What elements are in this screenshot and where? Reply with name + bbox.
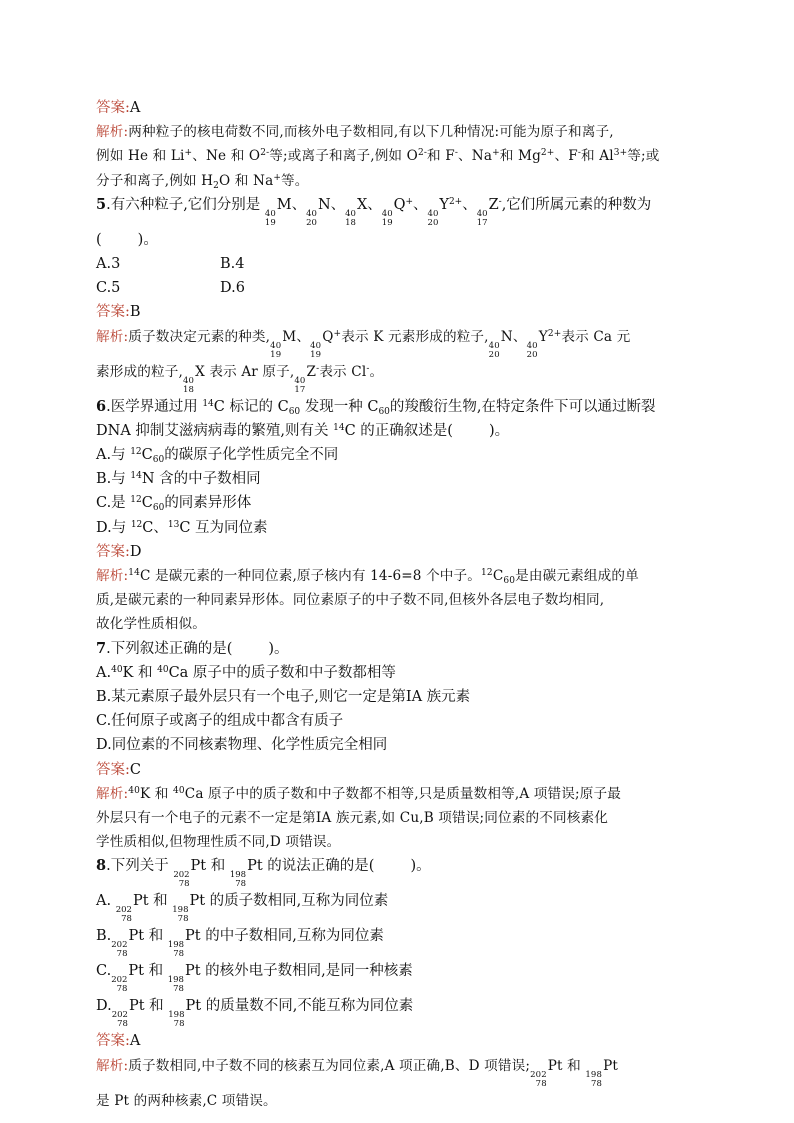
nuclide-notation: [112, 1011, 128, 1029]
answer-label: 答案: [96, 100, 125, 116]
explanation-text: 两种粒子的核电荷数不同,而核外电子数相同,有以下几种情况:可能为原子和离子,: [128, 124, 614, 141]
text-span: D.: [96, 998, 112, 1015]
text-span: N 含的中子数相同: [141, 471, 261, 488]
mass-number: 40: [427, 208, 439, 219]
answer-line-4: [96, 96, 700, 120]
atomic-number: 17: [294, 384, 306, 395]
mass-number: 202: [115, 905, 132, 916]
text-span: 表示 Ca 元: [561, 328, 631, 345]
text-span: ,它们所属元素的种数为: [501, 196, 652, 213]
text-span: C 的正确叙述是(: [344, 422, 453, 439]
subscript: 60: [378, 406, 390, 417]
mass-number: 202: [111, 1010, 128, 1021]
nuclide-notation: [345, 210, 356, 228]
text-span: )。: [268, 640, 289, 657]
mass-number: 40: [345, 208, 356, 219]
text-span: C: [141, 495, 153, 512]
mass-number: 198: [167, 975, 184, 986]
superscript: +: [273, 172, 282, 183]
options-row: [96, 276, 700, 300]
nuclide-symbol: Q: [393, 196, 406, 213]
nuclide-notation: [306, 210, 317, 228]
document-page: [96, 96, 700, 1113]
atomic-number: 19: [381, 217, 393, 228]
option-d: D.6: [220, 280, 245, 297]
question-5-stem: [96, 193, 700, 228]
text-span: 表示 K 元素形成的粒子,: [341, 328, 489, 345]
text-span: 发现一种 C: [300, 398, 379, 415]
text-span: C: [141, 447, 153, 464]
explanation-line: 质,是碳元素的一种同素异形体。同位素原子的中子数不同,但核外各层电子数均相同,: [96, 592, 605, 609]
text-span: 例如 He 和 Li: [96, 148, 185, 165]
nuclide-symbol: M、: [276, 196, 307, 213]
text-span: 等。: [281, 172, 309, 189]
atomic-number: 19: [264, 217, 276, 228]
answer-value: A: [129, 1033, 141, 1050]
atomic-number: 78: [173, 984, 184, 995]
nuclide-notation: [111, 976, 127, 994]
text-span: .下列叙述正确的是(: [106, 640, 233, 657]
explanation-label: 解析: [96, 785, 124, 802]
explanation-label: 解析: [96, 328, 124, 345]
explanation-sep: :: [123, 124, 129, 141]
text-span: 的碳原子化学性质完全不同: [164, 447, 339, 464]
nuclide-notation: [116, 906, 132, 924]
text-span: )。: [410, 858, 431, 875]
mass-number: 40: [476, 208, 488, 219]
text-span: )。: [488, 422, 510, 439]
nuclide-notation: [294, 377, 305, 395]
nuclide-symbol: Pt 和: [128, 928, 168, 945]
answer-line-5: [96, 300, 700, 324]
explanation-label: 解析: [96, 568, 124, 585]
answer-sep: :: [125, 100, 130, 116]
explanation-sep: :: [123, 568, 129, 585]
mass-number: 40: [526, 340, 538, 351]
nuclide-symbol: Y: [538, 328, 548, 345]
explanation-line: 是 Pt 的两种核素,C 项错误。: [96, 1092, 277, 1109]
atomic-number: 78: [117, 1019, 128, 1030]
text-span: 素形成的粒子,: [96, 363, 183, 380]
nuclide-notation: [428, 210, 439, 228]
nuclide-notation: [168, 941, 184, 959]
nuclide-symbol: Pt 和: [128, 963, 168, 980]
atomic-number: 19: [270, 349, 282, 360]
nuclide-symbol: X、: [356, 196, 382, 213]
nuclide-symbol: Pt 的质子数相同,互称为同位素: [189, 893, 389, 910]
subscript: 60: [152, 503, 165, 514]
nuclide-symbol: X 表示 Ar 原子,: [195, 363, 295, 380]
superscript: 13: [167, 519, 180, 530]
mass-number: 198: [167, 940, 185, 951]
answer-sep: :: [125, 543, 130, 560]
mass-number: 202: [111, 975, 128, 986]
options-row: [96, 252, 700, 276]
text-span: Ca 原子中的质子数和中子数都相等: [168, 664, 396, 681]
option-c: C.任何原子或离子的组成中都含有质子: [96, 713, 344, 730]
superscript: 40: [173, 785, 185, 796]
nuclide-notation: [382, 210, 393, 228]
atomic-number: 78: [121, 914, 132, 925]
explanation-line: [96, 120, 700, 144]
mass-number: 40: [306, 208, 317, 219]
atomic-number: 78: [116, 984, 128, 995]
text-span: )。: [137, 231, 158, 248]
explanation-line: [96, 1054, 700, 1089]
nuclide-symbol: Q: [322, 328, 334, 345]
superscript: 2+: [448, 196, 463, 207]
option-c: C.5: [96, 280, 121, 297]
superscript: 2-: [417, 148, 428, 159]
superscript: -: [366, 363, 370, 374]
explanation-sep: :: [123, 785, 129, 802]
text-span: C 互为同位素: [179, 519, 268, 536]
mass-number: 198: [229, 870, 247, 881]
answer-value: A: [129, 100, 141, 116]
text-span: C: [492, 568, 504, 585]
question-6-stem: [96, 419, 700, 443]
subscript: 60: [288, 406, 301, 417]
explanation-line: [96, 325, 700, 360]
nuclide-symbol: Pt 和: [132, 893, 173, 910]
explanation-sep: :: [123, 328, 129, 345]
nuclide-notation: [168, 976, 184, 994]
nuclide-notation: [477, 210, 488, 228]
option-d: [96, 994, 700, 1029]
option-c: [96, 959, 700, 994]
option-d: [96, 516, 700, 540]
superscript: 14: [333, 422, 345, 433]
question-8-stem: [96, 854, 700, 889]
question-6-stem: [96, 395, 700, 419]
text-span: .下列关于: [106, 858, 174, 875]
option-b: B.某元素原子最外层只有一个电子,则它一定是第ⅠA 族元素: [96, 689, 471, 706]
explanation-line: 外层只有一个电子的元素不一定是第ⅠA 族元素,如 Cu,B 项错误;同位素的不同核素化: [96, 810, 608, 827]
superscript: -: [454, 148, 459, 159]
option-a: [96, 443, 700, 467]
nuclide-notation: [585, 1071, 602, 1089]
text-span: 和 Mg: [499, 148, 541, 165]
text-span: Ca 原子中的质子数和中子数都不相等,只是质量数相等,A 项错误;原子最: [184, 785, 621, 802]
mass-number: 40: [264, 208, 276, 219]
mass-number: 198: [585, 1069, 603, 1080]
mass-number: 40: [488, 340, 500, 351]
superscript: +: [492, 148, 500, 159]
question-number: 7: [96, 639, 107, 657]
superscript: 40: [157, 664, 169, 675]
superscript: 12: [130, 447, 142, 458]
superscript: 40: [128, 785, 140, 796]
mass-number: 202: [111, 940, 128, 951]
explanation-sep: :: [123, 1057, 129, 1074]
atomic-number: 19: [310, 349, 322, 360]
text-span: 分子和离子,例如 H: [96, 172, 214, 189]
atomic-number: 78: [178, 879, 190, 890]
explanation-line: [96, 782, 700, 806]
nuclide-symbol: Pt 和: [128, 998, 169, 1015]
text-span: C.是: [96, 495, 131, 512]
superscript: -: [498, 196, 502, 207]
option-b: [96, 467, 700, 491]
text-span: (: [96, 231, 102, 248]
answer-sep: :: [125, 1033, 130, 1050]
explanation-line: [96, 169, 700, 193]
nuclide-symbol: Pt 的质量数不同,不能互称为同位素: [185, 998, 414, 1015]
superscript: 2+: [540, 148, 555, 159]
nuclide-symbol: Pt 的中子数相同,互称为同位素: [185, 928, 384, 945]
superscript: -: [316, 363, 320, 374]
text-span: D.与: [96, 519, 131, 536]
question-5-blank: [96, 228, 700, 252]
question-7-stem: [96, 637, 700, 661]
text-span: C 是碳元素的一种同位素,原子核内有 14-6=8 个中子。: [140, 568, 482, 585]
text-span: .医学界通过用: [106, 398, 203, 415]
subscript: 2: [213, 180, 220, 191]
text-span: 和 Al: [581, 148, 614, 165]
atomic-number: 78: [116, 949, 128, 960]
question-number: 5: [96, 195, 107, 213]
superscript: 12: [130, 519, 143, 530]
explanation-line: 故化学性质相似。: [96, 616, 206, 633]
answer-label: 答案: [96, 761, 125, 778]
answer-sep: :: [125, 761, 130, 778]
text-span: 质子数相同,中子数不同的核素互为同位素,A 项正确,B、D 项错误;: [128, 1057, 531, 1074]
explanation-line: 学性质相似,但物理性质不同,D 项错误。: [96, 834, 341, 851]
text-span: 是由碳元素组成的单: [515, 568, 639, 585]
atomic-number: 78: [177, 914, 189, 925]
superscript: +: [184, 148, 193, 159]
nuclide-notation: [111, 941, 127, 959]
question-number: 6: [96, 397, 107, 415]
text-span: 等;或: [627, 148, 660, 165]
option-d: D.同位素的不同核素物理、化学性质完全相同: [96, 737, 388, 754]
nuclide-notation: [310, 342, 321, 360]
superscript: +: [405, 196, 414, 207]
nuclide-symbol: Pt: [603, 1057, 618, 1074]
text-span: A.: [96, 664, 112, 681]
nuclide-notation: [265, 210, 276, 228]
superscript: +: [333, 328, 342, 339]
mass-number: 198: [168, 1010, 185, 1021]
atomic-number: 78: [173, 1019, 185, 1030]
subscript: 60: [152, 455, 165, 466]
mass-number: 202: [173, 870, 190, 881]
text-span: 、: [462, 196, 477, 213]
text-span: K 和: [140, 785, 173, 802]
text-span: .有六种粒子,它们分别是: [106, 196, 265, 213]
superscript: 2+: [547, 328, 562, 339]
superscript: 12: [481, 568, 493, 579]
subscript: 60: [503, 576, 516, 587]
nuclide-notation: [173, 871, 189, 889]
answer-line-7: [96, 758, 700, 782]
text-span: 。: [369, 363, 384, 380]
text-span: 、Ne 和 O: [192, 148, 261, 165]
explanation-label: 解析: [96, 1057, 124, 1074]
option-a: [96, 661, 700, 685]
nuclide-notation: [172, 906, 188, 924]
text-span: B.: [96, 928, 112, 945]
nuclide-symbol: M、: [282, 328, 311, 345]
answer-value: D: [129, 543, 142, 560]
text-span: C.: [96, 963, 112, 980]
nuclide-symbol: Pt 的核外电子数相同,是同一种核素: [184, 963, 413, 980]
nuclide-notation: [183, 377, 194, 395]
text-span: DNA 抑制艾滋病病毒的繁殖,则有关: [96, 422, 334, 439]
nuclide-symbol: N、: [500, 328, 527, 345]
text-span: 、Na: [458, 148, 493, 165]
atomic-number: 18: [182, 384, 195, 395]
atomic-number: 78: [535, 1078, 547, 1089]
mass-number: 198: [172, 905, 189, 916]
mass-number: 40: [381, 208, 393, 219]
superscript: 14: [130, 471, 142, 482]
explanation-line: [96, 144, 700, 168]
explanation-line: [96, 564, 700, 588]
atomic-number: 20: [488, 349, 500, 360]
answer-line-6: [96, 540, 700, 564]
atomic-number: 18: [345, 217, 356, 228]
text-span: A.: [96, 893, 116, 910]
nuclide-symbol: Pt 的说法正确的是(: [247, 858, 375, 875]
superscript: 14: [202, 398, 214, 409]
answer-sep: :: [125, 304, 130, 321]
text-span: 的羧酸衍生物,在特定条件下可以通过断裂: [389, 398, 656, 415]
mass-number: 40: [270, 340, 282, 351]
nuclide-notation: [530, 1071, 547, 1089]
option-b: B.4: [220, 256, 245, 273]
text-span: 、: [413, 196, 428, 213]
mass-number: 202: [530, 1069, 547, 1080]
nuclide-symbol: N、: [317, 196, 346, 213]
atomic-number: 20: [526, 349, 538, 360]
answer-value: B: [129, 304, 141, 321]
nuclide-symbol: Z: [488, 196, 499, 213]
text-span: C、: [142, 519, 168, 536]
answer-label: 答案: [96, 1033, 125, 1050]
option-c: [96, 491, 700, 515]
text-span: 等;或离子和离子,例如 O: [269, 148, 418, 165]
nuclide-symbol: Pt 和: [547, 1057, 586, 1074]
superscript: 14: [128, 568, 140, 579]
option-a: [96, 889, 700, 924]
atomic-number: 78: [235, 879, 247, 890]
nuclide-notation: [527, 342, 538, 360]
option-a: A.3: [96, 256, 121, 273]
text-span: 、F: [554, 148, 578, 165]
mass-number: 40: [310, 340, 322, 351]
atomic-number: 20: [306, 217, 317, 228]
answer-label: 答案: [96, 543, 125, 560]
answer-value: C: [129, 761, 141, 778]
nuclide-symbol: Pt 和: [190, 858, 230, 875]
text-span: 和 F: [427, 148, 455, 165]
text-span: 的同素异形体: [164, 495, 252, 512]
nuclide-symbol: Z: [306, 363, 317, 380]
nuclide-notation: [489, 342, 500, 360]
atomic-number: 78: [173, 949, 185, 960]
question-number: 8: [96, 857, 107, 875]
text-span: B.与: [96, 471, 131, 488]
option-b: [96, 924, 700, 959]
nuclide-symbol: Y: [439, 196, 449, 213]
text-span: C 标记的 C: [213, 398, 289, 415]
superscript: -: [577, 148, 582, 159]
text-span: 表示 Cl: [319, 363, 367, 380]
text-span: K 和: [122, 664, 158, 681]
superscript: 2-: [260, 148, 270, 159]
superscript: 3+: [613, 148, 628, 159]
text-span: 质子数决定元素的种类,: [128, 328, 271, 345]
explanation-line: [96, 360, 700, 395]
atomic-number: 20: [427, 217, 439, 228]
nuclide-notation: [230, 871, 246, 889]
atomic-number: 17: [476, 217, 488, 228]
answer-line-8: [96, 1029, 700, 1053]
mass-number: 40: [294, 375, 306, 386]
nuclide-notation: [168, 1011, 184, 1029]
text-span: O 和 Na: [219, 172, 274, 189]
text-span: A.与: [96, 447, 131, 464]
atomic-number: 78: [590, 1078, 603, 1089]
superscript: 12: [130, 495, 142, 506]
mass-number: 40: [182, 375, 195, 386]
nuclide-notation: [270, 342, 281, 360]
explanation-label: 解析: [96, 124, 124, 141]
answer-label: 答案: [96, 304, 125, 321]
superscript: 40: [111, 664, 123, 675]
